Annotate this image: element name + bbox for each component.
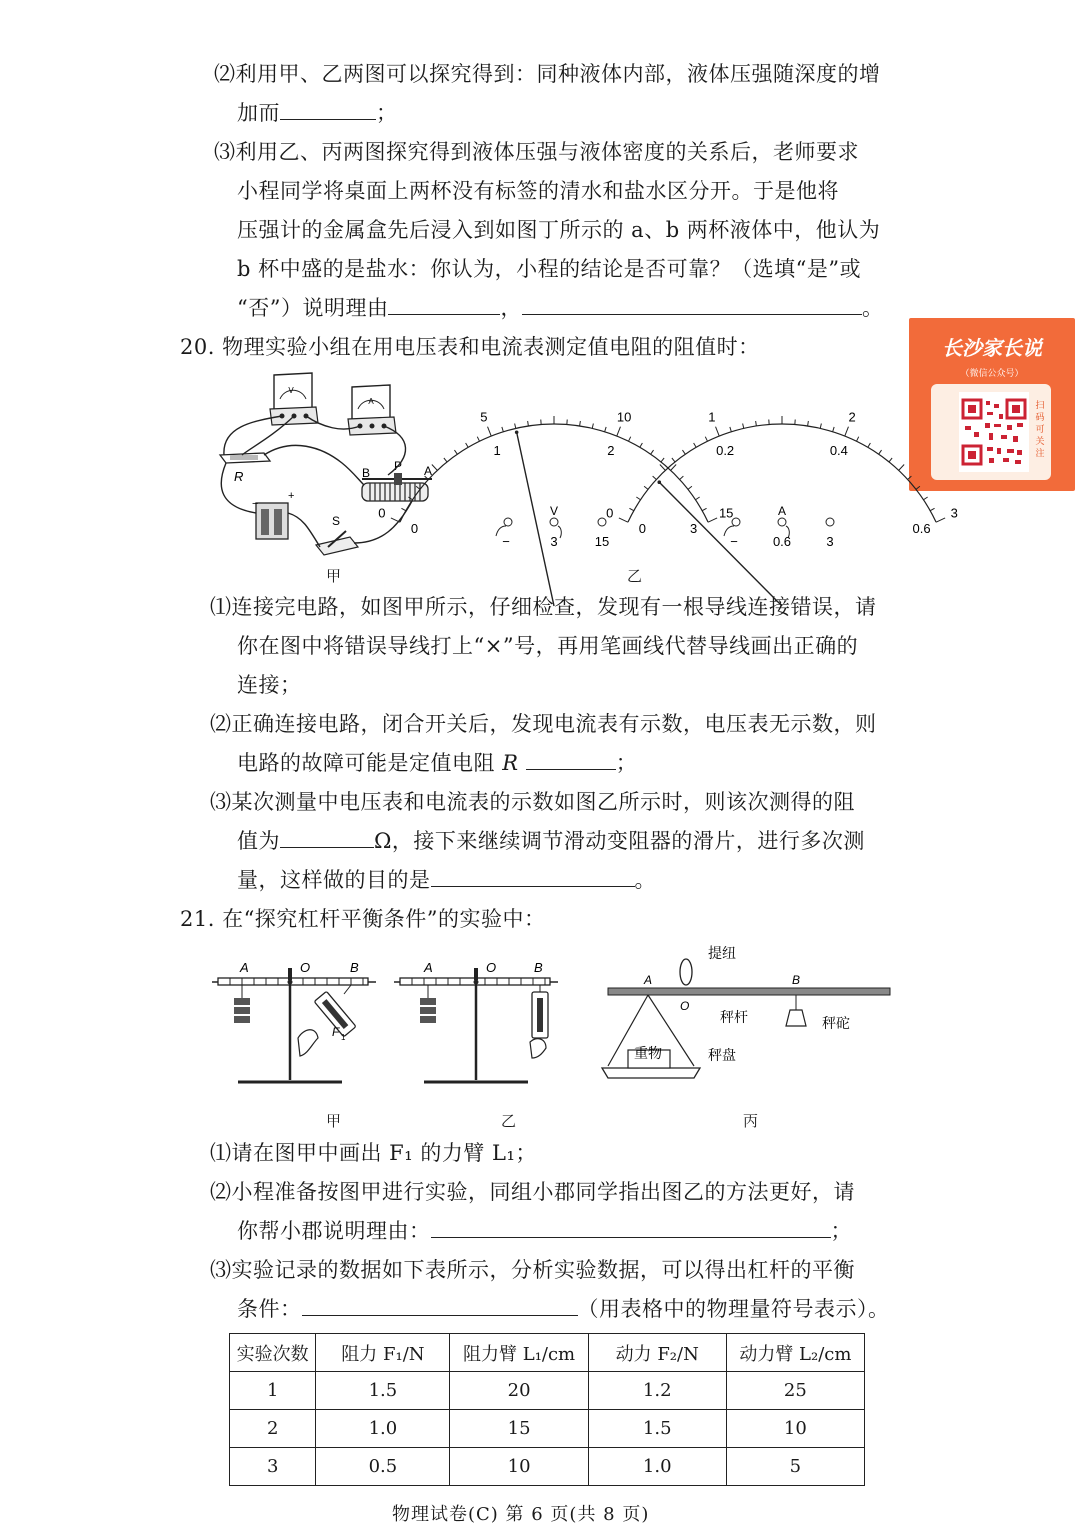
q20-fig-a-caption: 甲 <box>326 567 342 585</box>
table-row <box>230 1372 865 1410</box>
q20-p2-line1: ⑵正确连接电路，闭合开关后，发现电流表有示数，电压表无示数，则 <box>210 712 877 736</box>
svg-text:O: O <box>680 999 690 1013</box>
ammeter-top-tick-label: 3 <box>950 505 958 521</box>
voltmeter-tick <box>502 427 503 432</box>
voltmeter-tick <box>680 476 684 479</box>
ammeter-needle <box>659 482 782 606</box>
voltmeter-top-tick-label: 5 <box>480 409 488 425</box>
ammeter-tick <box>930 508 934 510</box>
svg-text:O: O <box>486 960 497 975</box>
q19-p2-line1: ⑵利用甲、乙两图可以探究得到：同种液体内部，液体压强随深度的增 <box>214 62 881 86</box>
ammeter-tick <box>653 476 657 479</box>
q21-p3-num: ⑶ <box>210 1258 232 1282</box>
badge-side-text: 扫码可关注 <box>1035 401 1045 459</box>
ammeter-unit: A <box>777 504 787 518</box>
qr-code-icon[interactable] <box>959 392 1029 472</box>
svg-text:1: 1 <box>341 1033 346 1042</box>
answer-blank[interactable] <box>280 827 374 848</box>
answer-blank[interactable] <box>431 1217 831 1238</box>
ammeter-tick <box>857 437 859 441</box>
ammeter-tick <box>694 443 697 447</box>
ammeter-tick <box>705 437 707 441</box>
svg-text:O: O <box>300 960 311 975</box>
q20-p3-num: ⑶ <box>210 790 232 814</box>
ammeter-top-tick-label: 0 <box>606 505 614 521</box>
svg-text:F: F <box>332 1025 340 1039</box>
svg-text:P: P <box>394 459 403 473</box>
svg-text:S: S <box>332 514 341 528</box>
voltmeter-terminal-3: 3 <box>550 534 558 549</box>
experiment-data-table <box>229 1333 865 1486</box>
ammeter-tick <box>936 518 945 522</box>
q19-p3-line5: “否”）说明理由 ， 。 <box>237 296 884 320</box>
q19-p2-num: ⑵ <box>214 62 236 86</box>
voltmeter-terminal-15: 15 <box>594 534 610 549</box>
voltmeter-tick <box>477 437 479 441</box>
svg-text:A: A <box>240 960 249 975</box>
q20-p1-line1: ⑴连接完电路，如图甲所示，仔细检查，发现有一根导线连接错误，请 <box>210 595 877 619</box>
ammeter-needle-tip <box>657 480 661 484</box>
lever-figure-b <box>390 958 562 1090</box>
voltmeter-tick <box>592 423 593 428</box>
svg-text:秤砣: 秤砣 <box>822 1015 850 1031</box>
ammeter-tick <box>743 423 744 428</box>
answer-blank[interactable] <box>522 294 862 315</box>
voltmeter-bottom-tick-label: 1 <box>493 442 501 458</box>
table-cell: 0.5 <box>316 1448 450 1486</box>
voltmeter-tick <box>617 427 621 436</box>
q21-p2-num: ⑵ <box>210 1180 232 1204</box>
table-cell: 15 <box>450 1410 588 1448</box>
q21-p2-line1: ⑵小程准备按图甲进行实验，同组小郡同学指出图乙的方法更好，请 <box>210 1180 855 1204</box>
svg-text:B: B <box>534 960 543 975</box>
meter-readings-figure <box>378 409 958 554</box>
q21-fig-a-caption: 甲 <box>326 1112 342 1130</box>
switch-s <box>316 514 358 555</box>
table-cell: 10 <box>726 1410 864 1448</box>
voltmeter-tick <box>708 518 717 522</box>
voltmeter-top-tick-label: 0 <box>378 505 386 521</box>
ammeter-tick <box>899 465 904 471</box>
q20-p1-line3: 连接； <box>237 673 302 697</box>
answer-blank[interactable] <box>302 1295 578 1316</box>
ammeter-tick <box>619 518 628 522</box>
q21-p1: ⑴请在图甲中画出 F₁ 的力臂 L₁； <box>210 1141 537 1165</box>
ammeter-tick <box>923 497 927 500</box>
answer-blank[interactable] <box>526 749 616 770</box>
q19-p3-line1: ⑶利用乙、丙两图探究得到液体压强与液体密度的关系后，老师要求 <box>214 140 859 164</box>
table-header-cell: 动力臂 L₂/cm <box>726 1334 864 1372</box>
voltmeter-tick <box>695 497 699 500</box>
q20-p1-num: ⑴ <box>210 595 232 619</box>
ammeter-tick <box>833 427 834 432</box>
voltmeter-bottom-tick-label: 0 <box>410 520 419 536</box>
q20-fig-b-caption: 乙 <box>627 567 643 585</box>
voltmeter-tick <box>661 458 664 462</box>
voltmeter-needle <box>517 432 554 606</box>
table-header-cell: 阻力 F₁/N <box>316 1334 450 1372</box>
table-cell: 1.5 <box>316 1372 450 1410</box>
q19-p2-line2: 加而 ； <box>237 101 398 125</box>
badge-subtitle: （微信公众号） <box>960 369 1024 379</box>
voltmeter-tick <box>466 443 469 447</box>
svg-text:B: B <box>792 973 801 987</box>
ammeter-bottom-tick-label: 0.2 <box>716 442 735 458</box>
ammeter-bottom-tick-label: 0 <box>638 520 647 536</box>
voltmeter-tick <box>651 450 654 454</box>
ammeter-tick <box>672 458 675 462</box>
table-cell: 20 <box>450 1372 588 1410</box>
answer-blank[interactable] <box>280 99 376 120</box>
voltmeter-v-label: V <box>288 386 294 395</box>
table-header-cell: 阻力臂 L₁/cm <box>450 1334 588 1372</box>
svg-text:B: B <box>350 960 359 975</box>
ammeter-bottom-tick-label: 0.6 <box>912 520 931 536</box>
voltmeter-tick <box>444 458 447 462</box>
voltmeter-tick <box>580 421 581 426</box>
svg-text:+: + <box>288 490 295 502</box>
table-cell: 1.0 <box>316 1410 450 1448</box>
table-cell: 3 <box>230 1448 316 1486</box>
resistor-label: R <box>234 469 244 484</box>
q20-stem: 20. 物理实验小组在用电压表和电流表测定值电阻的阻值时： <box>180 335 760 359</box>
resistor-r <box>220 453 270 484</box>
q20-p3-line2: 值为 Ω，接下来继续调节滑动变阻器的滑片，进行多次测 <box>237 829 865 853</box>
q21-fig-c-caption: 丙 <box>743 1112 759 1130</box>
voltmeter-tick <box>640 443 643 447</box>
table-header-cell: 实验次数 <box>230 1334 316 1372</box>
voltmeter-bottom-tick-label: 3 <box>689 520 698 536</box>
voltmeter-top-tick-label: 15 <box>718 505 734 521</box>
svg-text:−: − <box>252 498 259 510</box>
svg-text:A: A <box>424 960 433 975</box>
ammeter-tick <box>716 427 720 436</box>
badge-title: 长沙家长说 <box>942 336 1042 360</box>
table-cell: 1.5 <box>588 1410 726 1448</box>
voltmeter-bottom-tick-label: 2 <box>607 442 615 458</box>
table-cell: 5 <box>726 1448 864 1486</box>
svg-text:重物: 重物 <box>634 1045 662 1061</box>
battery-box <box>252 490 294 539</box>
ammeter-top-tick-label: 2 <box>848 409 856 425</box>
q21-p3-line2: 条件： （用表格中的物理量符号表示）。 <box>237 1297 890 1321</box>
table-cell: 25 <box>726 1372 864 1410</box>
svg-text:A: A <box>644 973 653 987</box>
voltmeter-top-tick-label: 10 <box>616 409 632 425</box>
q21-p2-line2: 你帮小郡说明理由： ； <box>237 1219 852 1243</box>
q21-p3-line1: ⑶实验记录的数据如下表所示，分析实验数据，可以得出杠杆的平衡 <box>210 1258 855 1282</box>
ammeter-terminal-3: 3 <box>826 534 834 549</box>
voltmeter-tick <box>702 508 706 510</box>
q19-p3-line2: 小程同学将桌面上两杯没有标签的清水和盐水区分开。于是他将 <box>237 179 839 203</box>
ammeter-tick <box>879 450 882 454</box>
answer-blank[interactable] <box>388 294 500 315</box>
ammeter-dial <box>606 409 958 606</box>
voltmeter-tick <box>605 427 606 432</box>
table-header-cell: 动力 F₂/N <box>588 1334 726 1372</box>
q21-p1-num: ⑴ <box>210 1141 232 1165</box>
q19-p3-line3: 压强计的金属盒先后浸入到如图丁所示的 a、b 两杯液体中，他认为 <box>237 218 881 242</box>
ammeter-tick <box>730 427 731 432</box>
voltmeter-unit: V <box>549 504 559 518</box>
ammeter-terminal-neg: − <box>730 534 738 549</box>
lever-figure-a <box>208 958 380 1090</box>
table-cell: 1.2 <box>588 1372 726 1410</box>
table-header-row <box>230 1334 865 1372</box>
ammeter-tick <box>845 427 849 436</box>
ammeter-bottom-tick-label: 0.4 <box>829 442 848 458</box>
q20-p1-line2: 你在图中将错误导线打上“×”号，再用笔画线代替导线画出正确的 <box>237 634 859 658</box>
table-cell: 1.0 <box>588 1448 726 1486</box>
ammeter-tick <box>889 458 892 462</box>
wechat-promo-badge[interactable] <box>909 318 1075 491</box>
q19-p3-num: ⑶ <box>214 140 236 164</box>
table-cell: 10 <box>450 1448 588 1486</box>
voltmeter-needle-tip <box>515 430 519 434</box>
ammeter-tick <box>636 497 640 500</box>
sliding-rheostat <box>362 459 432 501</box>
voltmeter-tick <box>488 427 492 436</box>
ammeter-tick <box>644 486 648 489</box>
ammeter-tick <box>820 423 821 428</box>
q20-p2-num: ⑵ <box>210 712 232 736</box>
svg-text:提纽: 提纽 <box>708 945 736 961</box>
ammeter-tick <box>682 450 685 454</box>
ammeter-top-tick-label: 1 <box>708 409 716 425</box>
q19-p3-line4: b 杯中盛的是盐水：你认为，小程的结论是否可靠？（选填“是”或 <box>237 257 862 281</box>
voltmeter-tick <box>454 450 457 454</box>
table-cell: 1 <box>230 1372 316 1410</box>
ammeter-tick <box>868 443 871 447</box>
steelyard-figure <box>600 938 896 1088</box>
page-footer: 物理试卷(C) 第 6 页(共 8 页) <box>392 1504 650 1525</box>
ammeter-tick <box>629 508 633 510</box>
voltmeter-tick <box>515 423 516 428</box>
table-row <box>230 1410 865 1448</box>
voltmeter-tick <box>688 486 692 489</box>
voltmeter-tick <box>629 437 631 441</box>
table-row <box>230 1448 865 1486</box>
circuit-diagram <box>212 367 448 567</box>
svg-text:B: B <box>362 466 371 480</box>
ammeter-terminal-06: 0.6 <box>772 534 792 549</box>
ammeter-tick <box>808 421 809 426</box>
q20-p3-line3: 量，这样做的目的是 。 <box>237 868 656 892</box>
ammeter-a-label: A <box>368 397 374 406</box>
table-cell: 2 <box>230 1410 316 1448</box>
voltmeter-tick <box>528 421 529 426</box>
q20-p3-line1: ⑶某次测量中电压表和电流表的示数如图乙所示时，则该次测得的阻 <box>210 790 855 814</box>
voltmeter-terminal-neg: − <box>502 534 510 549</box>
answer-blank[interactable] <box>431 866 635 887</box>
q21-fig-b-caption: 乙 <box>501 1112 517 1130</box>
q20-p2-line2: 电路的故障可能是定值电阻 R ； <box>237 751 638 775</box>
svg-text:秤杆: 秤杆 <box>720 1009 748 1025</box>
ammeter-tick <box>756 421 757 426</box>
svg-text:A: A <box>424 464 433 478</box>
q21-stem: 21. 在“探究杠杆平衡条件”的实验中： <box>180 907 546 931</box>
svg-text:秤盘: 秤盘 <box>708 1047 736 1063</box>
